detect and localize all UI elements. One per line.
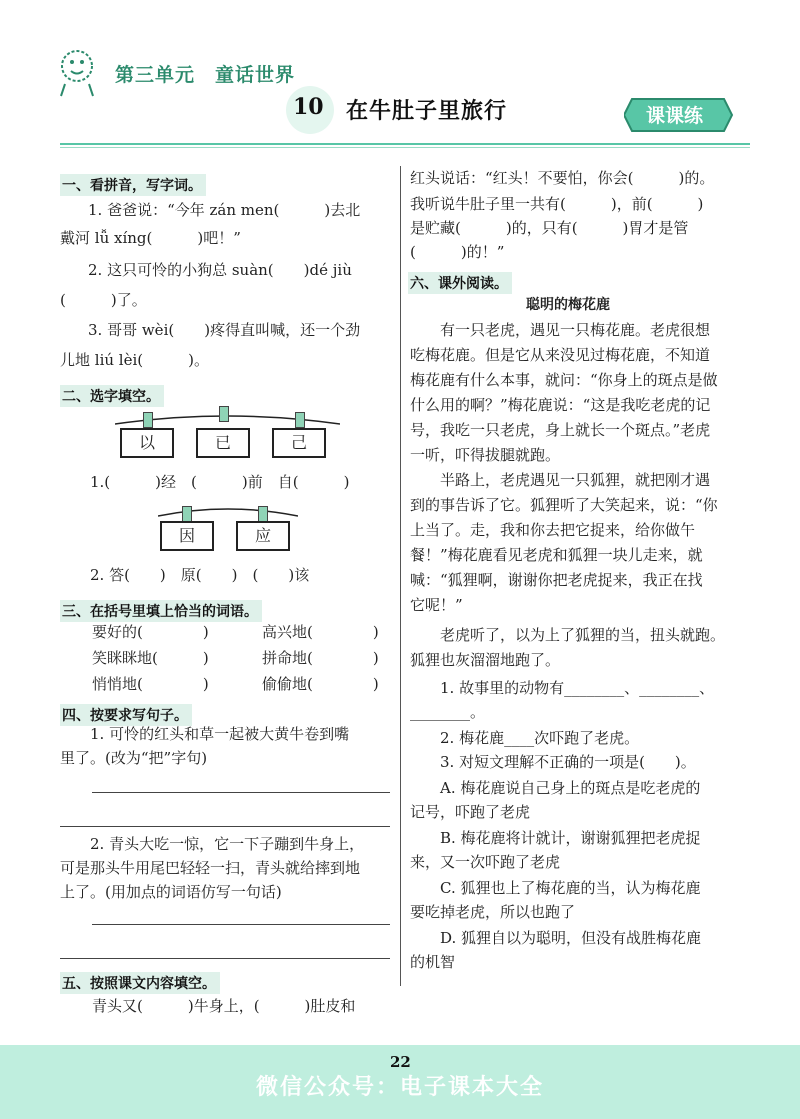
section3-cell: 要好的( ) — [92, 623, 209, 641]
header-divider-thin — [60, 147, 750, 148]
section4-q1-line: 1. 可怜的红头和草一起被大黄牛卷到嘴 — [90, 725, 350, 743]
clip-icon — [182, 506, 192, 522]
section4-title: 四、按要求写句子。 — [60, 704, 192, 726]
option-line: 来，又一次吓跑了老虎 — [410, 853, 561, 871]
header-divider — [60, 143, 750, 145]
section4-q2-line: 可是那头牛用尾巴轻轻一扫，青头就给摔到地 — [60, 859, 361, 877]
section4-q2-line: 2. 青头大吃一惊，它一下子蹦到牛身上， — [90, 835, 365, 853]
answer-line[interactable] — [92, 792, 390, 793]
char-card: 因 — [160, 521, 214, 551]
clip-icon — [219, 406, 229, 422]
section5-line: ( )的！” — [410, 243, 505, 261]
section3-cell: 拼命地( ) — [262, 649, 379, 667]
story-line: 上当了。走，我和你去把它捉来，给你做午 — [410, 521, 696, 539]
badge-label: 课课练 — [646, 105, 704, 127]
option-line: 要吃掉老虎，所以也跑了 — [410, 903, 576, 921]
story-line: 老虎听了，以为上了狐狸的当，扭头就跑。 — [440, 626, 726, 644]
section2-line1: 1.( )经 ( )前 自( ) — [90, 473, 350, 491]
char-card: 以 — [120, 428, 174, 458]
story-line: 有一只老虎，遇见一只梅花鹿。老虎很想 — [440, 321, 711, 339]
section1-line: 1. 爸爸说：“今年 zán men( )去北 — [88, 201, 361, 219]
clothesline-2 — [158, 500, 298, 520]
clip-icon — [295, 412, 305, 428]
story-line: 半路上，老虎遇见一只狐狸，就把刚才遇 — [440, 471, 711, 489]
story-line: 吃梅花鹿。但是它从来没见过梅花鹿，不知道 — [410, 346, 711, 364]
unit-title: 第三单元 童话世界 — [115, 64, 296, 86]
char-card: 己 — [272, 428, 326, 458]
column-divider — [400, 166, 401, 986]
section1-line: 2. 这只可怜的小狗总 suàn( )dé jiù — [88, 261, 352, 279]
section3-cell: 偷偷地( ) — [262, 675, 379, 693]
section1-line: 3. 哥哥 wèi( )疼得直叫喊，还一个劲 — [88, 321, 361, 339]
section1-line: ( )了。 — [60, 291, 147, 309]
section1-line: 戴河 lǚ xíng( )吧！” — [60, 229, 241, 247]
char-card: 已 — [196, 428, 250, 458]
section3-title: 三、在括号里填上恰当的词语。 — [60, 600, 262, 622]
clip-icon — [143, 412, 153, 428]
story-line: 到的事告诉了它。狐狸听了大笑起来，说：“你 — [410, 496, 718, 514]
section3-cell: 高兴地( ) — [262, 623, 379, 641]
story-line: 什么用的啊？”梅花鹿说：“这是我吃老虎的记 — [410, 396, 711, 414]
char-card: 应 — [236, 521, 290, 551]
question-line: 3. 对短文理解不正确的一项是( )。 — [440, 753, 696, 771]
section2-line2: 2. 答( ) 原( ) ( )该 — [90, 566, 310, 584]
page-number: 22 — [390, 1053, 411, 1071]
section1-title: 一、看拼音，写字词。 — [60, 174, 206, 196]
section1-line: 儿地 liú lèi( )。 — [60, 351, 209, 369]
answer-line[interactable] — [60, 826, 390, 827]
section4-q1-line: 里了。(改为“把”字句) — [60, 749, 208, 767]
section5-line: 我听说牛肚子里一共有( )，前( ) — [410, 195, 704, 213]
story-line: 狐狸也灰溜溜地跑了。 — [410, 651, 561, 669]
section3-cell: 笑眯眯地( ) — [92, 649, 209, 667]
story-line: 号，我吃一只老虎，身上就长一个斑点。”老虎 — [410, 421, 711, 439]
section6-title: 六、课外阅读。 — [408, 272, 512, 294]
clip-icon — [258, 506, 268, 522]
story-title: 聪明的梅花鹿 — [526, 297, 610, 313]
option-line: 的机智 — [410, 953, 456, 971]
question-line: 1. 故事里的动物有________、________、 — [440, 679, 715, 697]
story-line: 餐！”梅花鹿看见老虎和狐狸一块儿走来，就 — [410, 546, 703, 564]
section5-line: 青头又( )牛身上，( )肚皮和 — [92, 997, 356, 1015]
footer-watermark: 微信公众号：电子课本大全 — [255, 1075, 544, 1100]
answer-line[interactable] — [92, 924, 390, 925]
story-line: 喊：“狐狸啊，谢谢你把老虎捉来，我正在找 — [410, 571, 703, 589]
story-line: 一听，吓得拔腿就跑。 — [410, 446, 561, 464]
option-line: 记号，吓跑了老虎 — [410, 803, 531, 821]
option-line: A. 梅花鹿说自己身上的斑点是吃老虎的 — [440, 779, 701, 797]
story-line: 梅花鹿有什么本事，就问：“你身上的斑点是做 — [410, 371, 718, 389]
section5-line: 是贮藏( )的，只有( )胃才是管 — [410, 219, 689, 237]
option-line: B. 梅花鹿将计就计，谢谢狐狸把老虎捉 — [440, 829, 701, 847]
section5-line: 红头说话：“红头！不要怕，你会( )的。 — [410, 169, 715, 187]
option-line: D. 狐狸自以为聪明，但没有战胜梅花鹿 — [440, 929, 702, 947]
section2-title: 二、选字填空。 — [60, 385, 164, 407]
story-line: 它呢！” — [410, 596, 463, 614]
unit-mascot-icon — [55, 40, 105, 100]
section4-q2-line: 上了。(用加点的词语仿写一句话) — [60, 883, 282, 901]
answer-line[interactable] — [60, 958, 390, 959]
question-line: 2. 梅花鹿____次吓跑了老虎。 — [440, 729, 640, 747]
option-line: C. 狐狸也上了梅花鹿的当，认为梅花鹿 — [440, 879, 701, 897]
section5-title: 五、按照课文内容填空。 — [60, 972, 220, 994]
section3-cell: 悄悄地( ) — [92, 675, 209, 693]
lesson-number: 10 — [293, 94, 324, 120]
question-line: ________。 — [410, 703, 486, 721]
lesson-title: 在牛肚子里旅行 — [346, 98, 508, 124]
